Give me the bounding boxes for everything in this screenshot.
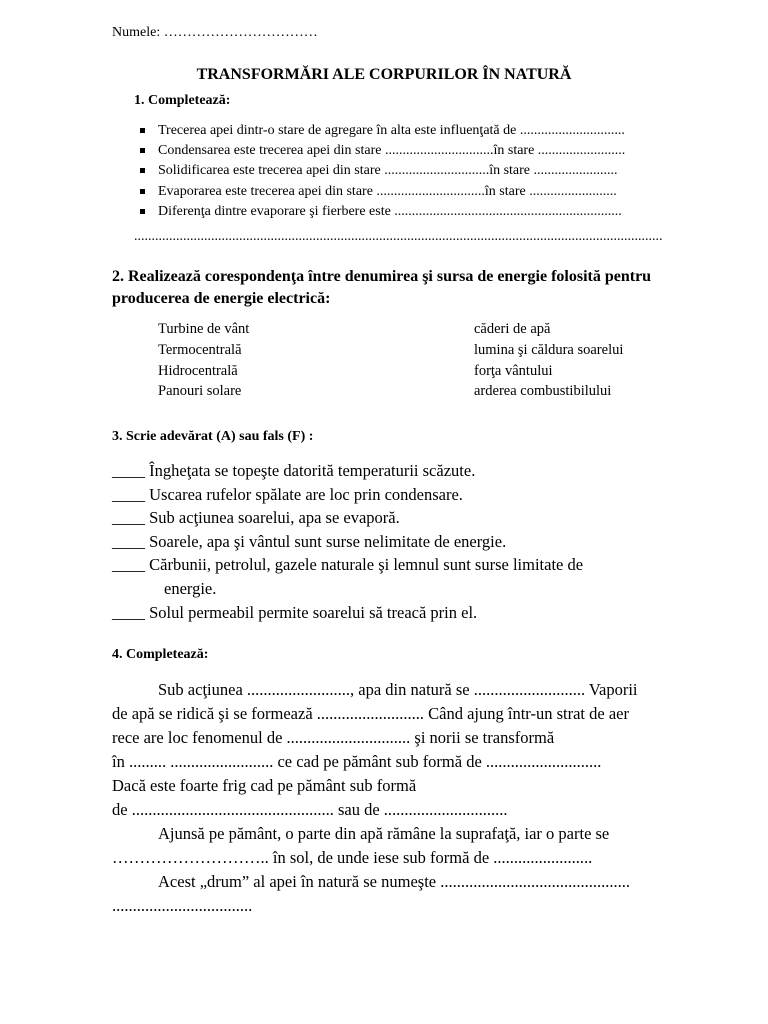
statement-text: Solul permeabil permite soarelui să treacă prin el. (149, 602, 478, 622)
answer-blank[interactable]: ____ (112, 555, 145, 575)
statement-text: Cărbunii, petrolul, gazele naturale şi lemnul sunt surse limitate de (149, 555, 584, 575)
true-false-item (112, 459, 752, 483)
section1-item[interactable]: Solidificarea este trecerea apei din stare ..............................în stare ........................ (134, 161, 754, 181)
fill-in-line[interactable]: de ................................................. sau de .............................. (112, 800, 508, 819)
energy-source[interactable]: arderea combustibilului (474, 383, 612, 400)
section3-heading: 3. Scrie adevărat (A) sau fals (F) : (112, 429, 314, 444)
section2-heading-line2: producerea de energie electrică: (112, 290, 331, 307)
matching-row (158, 363, 678, 384)
statement-text: Soarele, apa şi vântul sunt surse nelimitate de energie. (149, 531, 507, 551)
statement-text: Uscarea rufelor spălate are loc prin condensare. (149, 484, 463, 504)
section2-heading-line1: 2. Realizează corespondenţa între denumirea şi sursa de energie folosită pentru (112, 268, 652, 285)
energy-plant[interactable]: Hidrocentrală (158, 362, 238, 379)
matching-row (158, 342, 678, 363)
energy-source[interactable]: căderi de apă (474, 321, 551, 337)
student-name-field[interactable]: Numele: …………………………… (112, 25, 318, 40)
answer-blank[interactable]: ____ (112, 602, 145, 622)
page-title: TRANSFORMĂRI ALE CORPURILOR ÎN NATURĂ (196, 66, 572, 83)
statement-continuation: energie. (164, 578, 217, 598)
true-false-item (112, 506, 752, 530)
true-false-item (112, 553, 752, 577)
section1-item[interactable]: Diferenţa dintre evaporare şi fierbere este ................................................................. (134, 202, 754, 222)
section1-heading: 1. Completează: (134, 93, 231, 108)
fill-in-line[interactable]: Sub acţiunea ........................., apa din natură se ........................... Vaporii (158, 680, 638, 699)
matching-row (158, 383, 678, 404)
energy-plant[interactable]: Panouri solare (158, 383, 242, 400)
true-false-item (112, 601, 752, 625)
fill-in-line[interactable]: ……………………….. în sol, de unde iese sub formă de ........................ (112, 848, 593, 867)
matching-row (158, 321, 678, 342)
fill-in-line[interactable]: .................................. (112, 896, 253, 915)
fill-in-line: Dacă este foarte frig cad pe pământ sub formă (112, 776, 417, 795)
section4-heading: 4. Completează: (112, 647, 209, 662)
true-false-item (112, 483, 752, 507)
energy-source[interactable]: forţa vântului (474, 362, 553, 379)
answer-blank[interactable]: ____ (112, 508, 145, 528)
fill-in-line[interactable]: în ......... ......................... ce cad pe pământ sub formă de ............................ (112, 752, 602, 771)
section1-item[interactable]: Trecerea apei dintr-o stare de agregare în alta este influenţată de .............................. (134, 121, 754, 141)
true-false-list (112, 459, 752, 624)
section1-item[interactable]: Evaporarea este trecerea apei din stare ...............................în stare ......................... (134, 182, 754, 202)
statement-text: Sub acţiunea soarelui, apa se evaporă. (149, 508, 400, 528)
statement-text: Îngheţata se topeşte datorită temperaturii scăzute. (149, 461, 476, 480)
answer-blank[interactable]: ____ (112, 461, 145, 480)
energy-plant[interactable]: Turbine de vânt (158, 321, 250, 337)
fill-in-line[interactable]: de apă se ridică şi se formează .......................... Când ajung într-un strat de aer (112, 704, 629, 723)
answer-blank[interactable]: ____ (112, 531, 145, 551)
energy-plant[interactable]: Termocentrală (158, 341, 242, 358)
section1-answer-line[interactable]: ....................................................................................................................................................... (134, 229, 663, 244)
true-false-item (112, 530, 752, 554)
fill-in-line: Ajunsă pe pământ, o parte din apă rămâne la suprafaţă, iar o parte se (158, 824, 610, 843)
fill-in-line[interactable]: Acest „drum” al apei în natură se numeşte .............................................. (158, 872, 630, 891)
fill-in-line[interactable]: rece are loc fenomenul de .............................. şi norii se transformă (112, 728, 555, 747)
section1-list (134, 121, 754, 222)
matching-table (158, 321, 678, 404)
section1-item[interactable]: Condensarea este trecerea apei din stare ...............................în stare ......................... (134, 141, 754, 161)
answer-blank[interactable]: ____ (112, 484, 145, 504)
energy-source[interactable]: lumina şi căldura soarelui (474, 341, 624, 358)
